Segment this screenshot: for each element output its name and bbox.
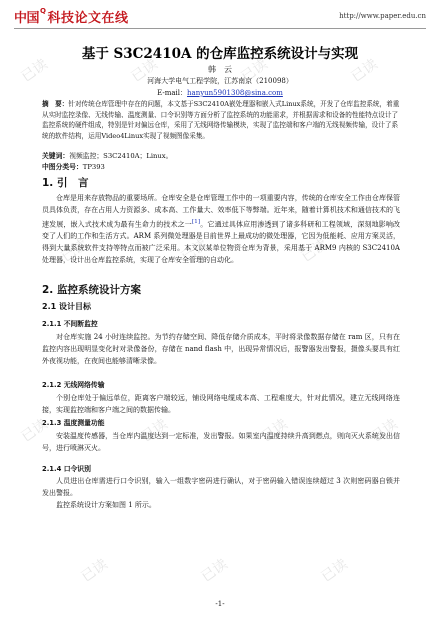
watermark-text: 已读: [128, 56, 161, 86]
watermark-text: 已读: [178, 236, 211, 266]
paper-title: 基于 S3C2410A 的仓库监控系统设计与实现: [81, 46, 359, 62]
logo-mark: 中国$^Q$: [14, 6, 46, 26]
wireless-paragraph: 个别仓库处于偏远单位，距离客户端较远，铺设网络电缆成本高、工程难度大，针对此情况，建立无线网络连接，实现监控端和客户端之间的数据传输。: [42, 394, 400, 414]
watermark-text: 已读: [368, 416, 401, 446]
author-name: 韩 云: [208, 65, 232, 74]
clc-line: [42, 161, 402, 171]
header-url[interactable]: http://www.paper.edu.cn: [339, 12, 426, 20]
watermark-text: 已读: [198, 556, 231, 586]
page-header: [14, 6, 426, 29]
subsubsection-heading-password: 2.1.4 口令识别: [42, 465, 91, 473]
subsubsection-heading-wireless: 2.1.2 无线网络传输: [42, 381, 105, 389]
author-email-line: [0, 88, 440, 98]
watermark-text: 已读: [348, 56, 381, 86]
clc-label: 中图分类号：: [42, 163, 83, 171]
watermark-text: 已读: [78, 556, 111, 586]
site-logo[interactable]: [14, 6, 128, 26]
watermark-text: 已读: [58, 236, 91, 266]
watermark-text: 已读: [318, 556, 351, 586]
keywords-text: 视频监控；S3C2410A；Linux。: [69, 152, 173, 160]
subsubsection-heading-temperature: 2.1.3 温度测量功能: [42, 419, 105, 427]
logo-text: 科技论文在线: [47, 10, 129, 26]
abstract-text: 针对传统仓库管理中存在的问题，本文基于S3C2410A嵌处理器和嵌入式Linux系统，开发了仓库监控系统，着重从实时监控录像、无线传输、温度测量、口令识别等方面分析了监控系统的功能需求，并根据需求和设备的性能特点设计了监控系统的硬件组成，特别是针对偏远仓库，采用了无线网络传输模块，实现了监控端和客户端的无线视频传输，设计了系统的软件结构，运用Video4Linux实现了视频图像采集。: [42, 100, 400, 140]
abstract: [42, 99, 402, 141]
subsubsection-heading-monitoring: 2.1.1 不间断监控: [42, 320, 98, 328]
watermark-text: 已读: [18, 416, 51, 446]
password-paragraph: 人员进出仓库需进行口令识别，输入一组数字密码进行确认，对于密码输入错误连续超过 3 次则密码器自锁并发出警报。 监控系统设计方案如图 1 所示。: [42, 477, 400, 509]
page-number: -1-: [215, 600, 225, 608]
subsection-heading-goals: 2.1 设计目标: [42, 302, 91, 311]
clc-text: TP393: [82, 163, 105, 171]
section-heading-design: 2. 监控系统设计方案: [42, 284, 141, 296]
watermark-text: 已读: [138, 416, 171, 446]
watermark-text: 已读: [18, 56, 51, 86]
monitoring-paragraph: 对仓库实施 24 小时连续监控。为节约存储空间、降低存储介质成本，平时将录像数据存储在 ram 区，只有在监控内容出现明显变化时对录像备份，存储在 nand flash 中，出现异常情况后，报警器发出警报，摄像头要具有红外夜视功能，在夜间也能够清晰录像。: [42, 333, 400, 365]
temperature-paragraph: 安装温度传感器，当仓库内温度达到一定标准，发出警报。如果室内温度持续升高到燃点，则向灭火系统发出信号，进行喷淋灭火。: [42, 432, 400, 452]
author-affiliation: 河海大学电气工程学院，江苏南京（210098）: [147, 77, 293, 85]
citation-link[interactable]: [1]: [191, 219, 201, 225]
intro-paragraph: 仓库是用来存放物品的重要场所。仓库安全是仓库管理工作中的一项重要内容，传统的仓库安全工作由仓库保管员具体负责，存在占用人力资源多、成本高、工作量大、效率低下等弊端。近年来，随着计算机技术和通信技术的飞速发展，嵌入式技术成为最有生命力的技术之一[1]。它通过具体应用渗透到了诸多科研和工程领域，深刻地影响改变了人们的工作和生活方式。ARM 系列微处理器是目前世界上最成功的微处理器，它因为低能耗、应用方案灵活，得到大量系统软件支持等特点而被广泛采用。本文以某单位物资仓库为背景，采用基于 ARM9 内核的 S3C2410A 处理器，设计出仓库监控系统，实现了仓库安全管理的自动化。: [42, 194, 401, 265]
keywords-label: 关键词：: [42, 152, 70, 160]
abstract-label: 摘 要：: [42, 100, 69, 108]
email-label: E-mail：: [157, 89, 188, 97]
watermark-text: 已读: [258, 416, 291, 446]
email-link[interactable]: hanyun5901308@sina.com: [187, 89, 283, 97]
watermark-text: 已读: [238, 56, 271, 86]
keywords-line: [42, 150, 402, 160]
watermark-text: 已读: [298, 236, 331, 266]
section-heading-intro: 1. 引 言: [42, 177, 89, 189]
